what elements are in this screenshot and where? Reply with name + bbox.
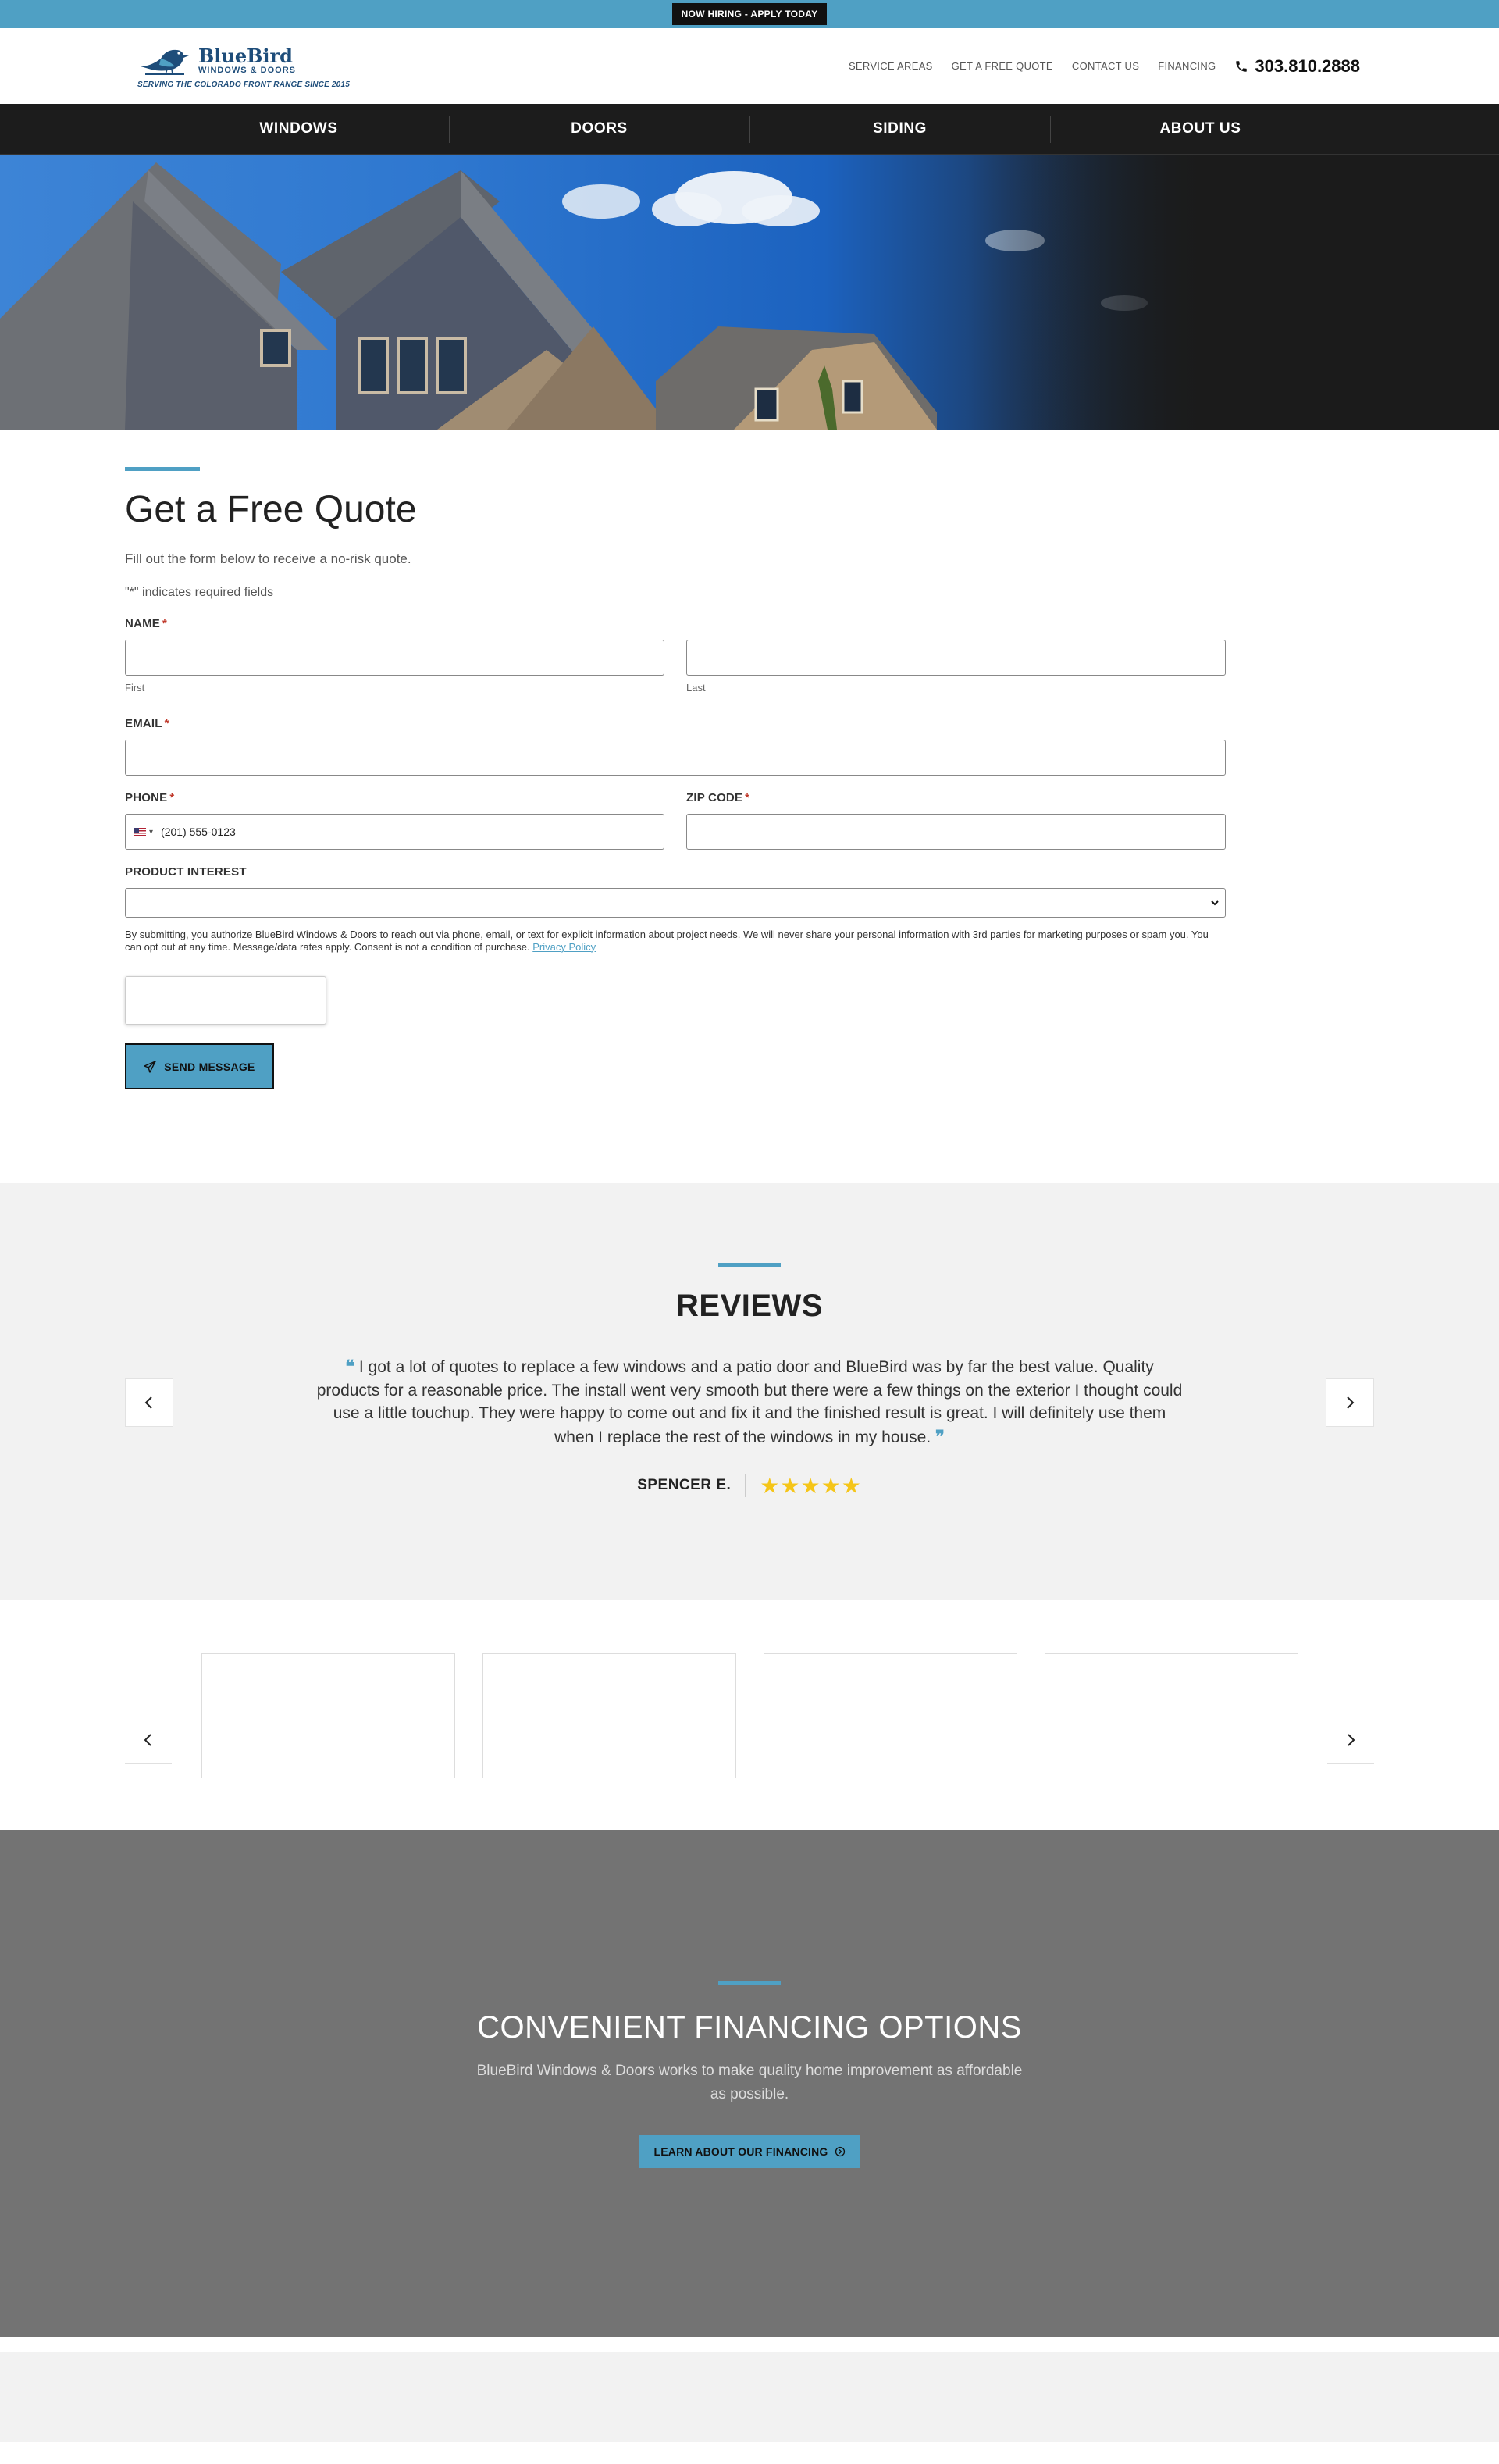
close-quote-icon: ❞ <box>935 1426 945 1447</box>
email-field[interactable] <box>125 740 1226 776</box>
site-header <box>0 28 1499 104</box>
zip-field[interactable] <box>686 814 1226 850</box>
last-name-field[interactable] <box>686 640 1226 676</box>
link-contact-us[interactable]: CONTACT US <box>1071 60 1140 72</box>
quote-section <box>0 430 1499 1183</box>
country-flag-selector[interactable]: ▾ <box>134 828 153 836</box>
partner-logo-card[interactable] <box>482 1653 736 1778</box>
logo[interactable] <box>137 43 350 89</box>
financing-title: CONVENIENT FINANCING OPTIONS <box>477 2010 1022 2045</box>
last-sublabel: Last <box>686 682 706 694</box>
financing-section <box>0 1830 1499 2337</box>
learn-financing-button[interactable]: LEARN ABOUT OUR FINANCING <box>639 2135 859 2168</box>
reviews-title: REVIEWS <box>676 1289 823 1324</box>
chevron-down-icon <box>1211 900 1219 906</box>
section-accent-line <box>718 1981 781 1985</box>
page-title: Get a Free Quote <box>125 489 417 530</box>
partner-logo-card[interactable] <box>764 1653 1017 1778</box>
phone-field[interactable] <box>125 814 664 850</box>
nav-doors[interactable]: DOORS <box>449 104 750 154</box>
phone-icon <box>1234 59 1248 73</box>
logo-subtitle: WINDOWS & DOORS <box>198 66 296 75</box>
partner-logo-carousel <box>0 1600 1499 1830</box>
reviews-prev-button[interactable] <box>125 1378 173 1427</box>
reviewer-name: SPENCER E. <box>637 1477 732 1494</box>
consent-text: By submitting, you authorize BlueBird Windows & Doors to reach out via phone, email, or text for explicit information about project needs. We will never share your personal information with 3rd parties for marketing purposes or spam you. You can opt out at any time. Message/data rates apply. Consent is not a condition of purchase. Privacy Policy <box>125 929 1209 953</box>
carousel-prev-button[interactable] <box>125 1717 172 1764</box>
review-quote: ❝ I got a lot of quotes to replace a few windows and a patio door and BlueBird was by far the best value. Quality products for a reasonable price. The install went very smooth but there were a few things on the exterior I thought could use a little touchup. They were happy to come out and fix it and the finished result is great. I will definitely use them when I replace the rest of the windows in my house. ❞ <box>316 1357 1183 1447</box>
nav-about-us[interactable]: ABOUT US <box>1050 104 1351 154</box>
reviewer-info <box>0 1473 1499 1499</box>
utility-nav <box>849 56 1360 77</box>
chevron-left-icon <box>142 1396 156 1410</box>
chevron-right-icon <box>1344 1733 1358 1747</box>
send-message-button[interactable]: SEND MESSAGE <box>125 1043 274 1089</box>
main-nav <box>0 104 1499 155</box>
partner-logo-card[interactable] <box>1045 1653 1298 1778</box>
first-sublabel: First <box>125 682 145 694</box>
logo-tagline: SERVING THE COLORADO FRONT RANGE SINCE 2015 <box>137 80 350 89</box>
product-interest-select[interactable] <box>125 888 1226 918</box>
reviews-section <box>0 1183 1499 1600</box>
nav-siding[interactable]: SIDING <box>750 104 1050 154</box>
link-financing[interactable]: FINANCING <box>1158 60 1216 72</box>
link-service-areas[interactable]: SERVICE AREAS <box>848 60 933 72</box>
chevron-left-icon <box>141 1733 155 1747</box>
phone-link[interactable] <box>1234 56 1360 77</box>
footer-area <box>0 2337 1499 2442</box>
logo-name: BlueBird <box>198 45 293 67</box>
nav-windows[interactable]: WINDOWS <box>259 120 338 137</box>
hiring-bar <box>0 0 1499 28</box>
arrow-circle-right-icon <box>835 2146 846 2157</box>
required-note: "*" indicates required fields <box>125 586 274 599</box>
house-illustration <box>0 155 1499 430</box>
phone-number: 303.810.2888 <box>1255 55 1360 76</box>
open-quote-icon: ❝ <box>345 1357 355 1378</box>
chevron-right-icon <box>1343 1396 1357 1410</box>
divider <box>745 1474 746 1497</box>
section-accent-line <box>718 1263 781 1267</box>
name-label: NAME * <box>125 617 168 630</box>
now-hiring-link[interactable]: NOW HIRING - APPLY TODAY <box>672 3 828 25</box>
paper-plane-icon <box>144 1061 156 1073</box>
link-free-quote[interactable]: GET A FREE QUOTE <box>951 60 1053 72</box>
form-intro: Fill out the form below to receive a no-risk quote. <box>125 551 411 566</box>
reviews-next-button[interactable] <box>1326 1378 1374 1427</box>
product-interest-label: PRODUCT INTEREST <box>125 865 247 879</box>
section-accent-line <box>125 467 200 471</box>
bluebird-icon <box>137 43 194 79</box>
hero-image <box>0 155 1499 430</box>
zip-label: ZIP CODE * <box>686 791 750 804</box>
us-flag-icon <box>134 828 146 836</box>
carousel-next-button[interactable] <box>1327 1717 1374 1764</box>
privacy-policy-link[interactable]: Privacy Policy <box>532 940 596 953</box>
partner-logo-card[interactable] <box>201 1653 455 1778</box>
email-label: EMAIL * <box>125 717 169 730</box>
phone-label: PHONE * <box>125 791 175 804</box>
star-rating: ★★★★★ <box>760 1473 862 1498</box>
captcha-widget[interactable] <box>125 976 326 1025</box>
financing-text: BlueBird Windows & Doors works to make quality home improvement as affordable as possible. <box>476 2063 1023 2102</box>
first-name-field[interactable] <box>125 640 664 676</box>
phone-placeholder: (201) 555-0123 <box>161 825 236 838</box>
